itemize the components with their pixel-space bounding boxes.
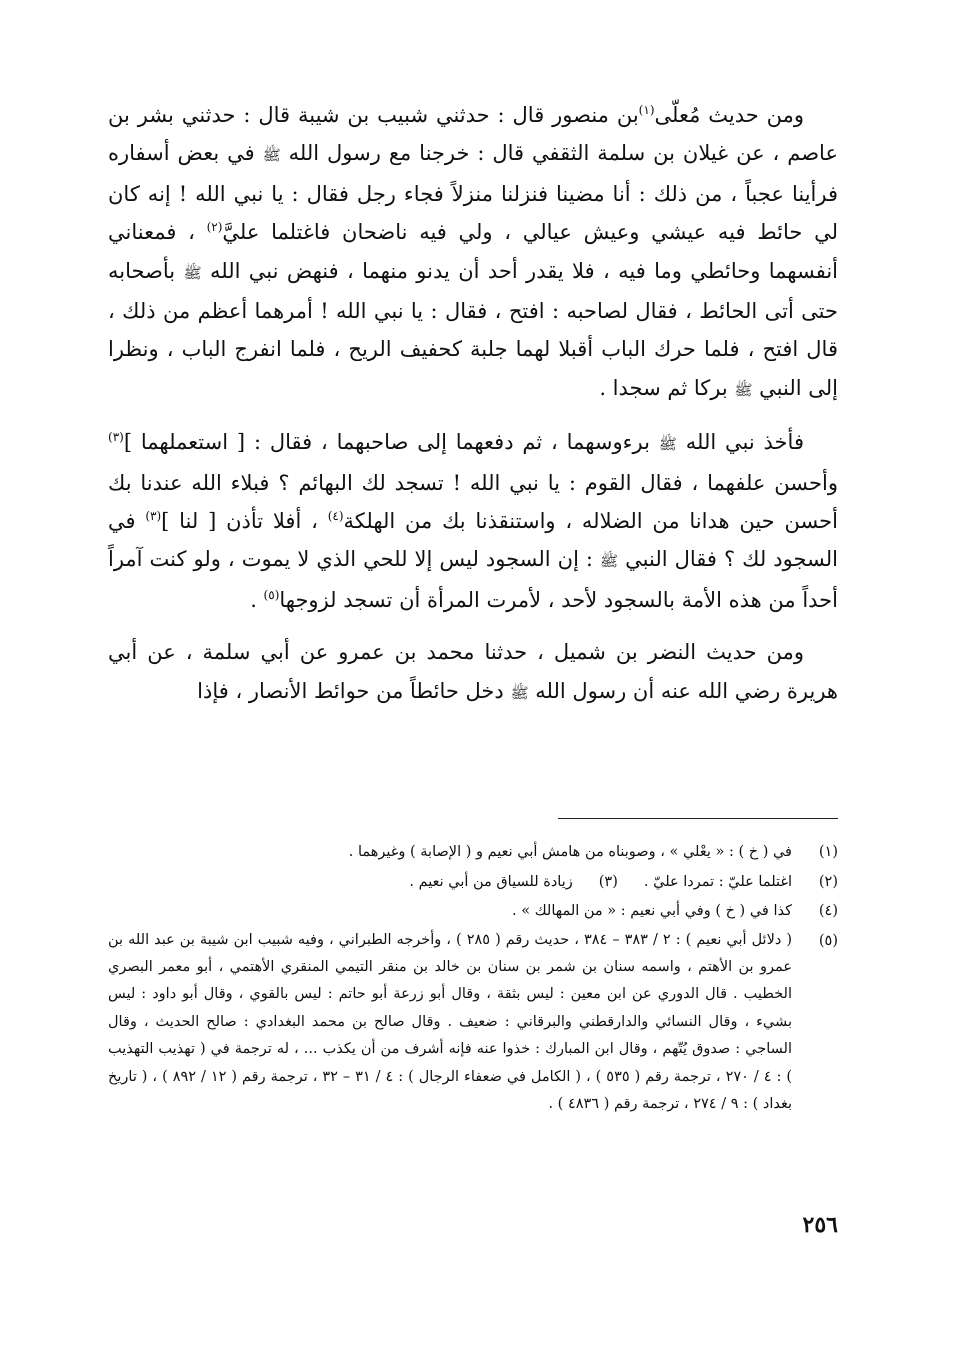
text-segment: ، فمعناني أنفسهما وحائطي وما فيه ، فلا يقدر أحد أن يدنو منهما ، فنهض نبي الله [108,220,838,283]
footnote-number: (٢) [818,873,838,890]
text-segment: برءوسهما ، ثم دفعهما إلى صاحبهما ، فقال : [ استعملهما ] [123,430,659,455]
text-segment: دخل حائطاً من حوائط الأنصار ، فإذا [197,678,511,703]
text-segment: ، أفلا تأذن [ لنا ] [161,509,328,534]
footnote-text-part: اغتلما عليّ : تمردا عليّ . [643,873,792,890]
footnote-ref: (١) [638,103,655,117]
text-segment: ومن حديث النضر بن شميل ، حدثنا محمد بن عمرو عن أبي سلمة ، عن أبي هريرة رضي الله عنه أن رسول الله [108,640,838,703]
text-segment: : إن السجود ليس إلا للحي الذي لا يموت ، ولو كنت آمراً أحداً من هذه الأمة بالسجود لأحد ، لأمرت المرأة أن تسجد لزوجها [108,547,838,612]
footnote-number: (٥) [818,932,838,949]
footnote-text: في ( خ ) : « يعْلي » ، وصوبناه من هامش أبي نعيم و ( الإصابة ) وغيرهما . [348,844,792,860]
footnote-ref: (٢) [206,220,223,235]
salawat-ligature: ﷺ [262,146,281,165]
footnote-ref: (٤) [327,509,344,524]
salawat-ligature: ﷺ [510,683,529,702]
footnote-ref: (٣) [108,430,124,445]
footnote-5 [108,927,838,1119]
footnote-1 [108,838,838,868]
text-segment: فأخذ نبي الله [676,430,804,455]
paragraph-2 [108,423,838,619]
footnote-text [108,868,792,898]
text-segment: في بعض أسفاره فرأينا عجباً ، من ذلك : أنا مضينا فنزلنا منزلاً فجاء رجل فقال : يا نبي الله ! إنه كان لي حائط فيه عيشي وعيش عيالي ، ولي فيه ناضحان فاغتلما عليَّ [108,141,838,245]
footnote-number: (٤) [818,903,838,919]
footnote-2-3 [108,868,838,898]
paragraph-1 [108,96,838,409]
salawat-ligature: ﷺ [183,263,202,282]
footnotes [108,838,838,1118]
footnote-text-part: زيادة للسياق من أبي نعيم . [409,873,573,890]
text-segment: . [250,587,264,612]
main-text [108,96,838,712]
footnote-4 [108,897,838,927]
footnote-ref: (٣) [145,509,162,524]
text-segment: بن منصور قال : حدثني شبيب بن شيبة قال : حدثني بشر بن عاصم ، عن غيلان بن سلمة الثقفي قال : خرجنا مع رسول الله [108,103,838,166]
footnote-number: (٣) [598,873,618,890]
text-segment: وأحسن علفهما ، فقال القوم : يا نبي الله ! تسجد لك البهائم ؟ فبلاء الله عندنا بك أحسن حين هدانا من الضلاله ، واستنقذنا بك من الهلكة [108,470,838,534]
salawat-ligature: ﷺ [658,435,677,454]
text-segment: ومن حديث مُعلّى [654,103,804,127]
text-segment: بأصحابه حتى أتى الحائط ، فقال لصاحبه : افتح ، فقال : يا نبي الله ! أمرهما أعظم من ذلك ، قال افتح ، فلما حرك الباب أقبلا لهما جلبة كحفيف الريح ، فلما انفرج الباب ، ونظرا إلى النبي [108,258,838,400]
text-segment: في السجود لك ؟ فقال النبي [108,509,838,572]
footnote-ref: (٥) [263,587,280,602]
footnote-divider [558,818,838,819]
salawat-ligature: ﷺ [734,380,753,399]
page-number: ٢٥٦ [802,1212,838,1238]
salawat-ligature: ﷺ [600,552,619,571]
footnote-text: كذا في ( خ ) وفي أبي نعيم : « من المهالك » . [512,903,792,919]
text-segment: بركا ثم سجدا . [599,375,735,400]
footnote-text: ( دلائل أبي نعيم ) : ٢ / ٣٨٣ – ٣٨٤ ، حديث رقم ( ٢٨٥ ) ، وأخرجه الطبراني ، وفيه شبيب ابن شيبة بن عبد الله بن عمرو بن الأهتم ، واسمه سنان بن شمر بن سنان بن خالد بن منقر التيمي المنقري الأهتمي ، أبو معمر البصري الخطيب . قال الدوري عن ابن معين : ليس بثقة ، وقال أبو زرعة أبو حاتم : ليس بالقوي ، وقال أبو داود : ليس بشيء ، وقال النسائي والدارقطني والبرقاني : ضعيف . وقال صالح بن محمد البغدادي : صالح الحديث ، وقال الساجي : صدوق يُتّهم ، وقال ابن المبارك : خذوا عنه فإنه أشرف من أن يكذب ... ، له ترجمة في ( تهذيب التهذيب ) : ٤ / ٢٧٠ ، ترجمة رقم ( ٥٣٥ ) ، ( الكامل في ضعفاء الرجال ) : ٤ / ٣١ – ٣٢ ، ترجمة رقم ( ١٢ / ٨٩٢ ) ، ( تاريخ بغداد ) : ٩ / ٢٧٤ ، ترجمة رقم ( ٤٨٣٦ ) . [108,931,793,1112]
footnote-number: (١) [818,844,838,860]
paragraph-3 [108,633,838,712]
